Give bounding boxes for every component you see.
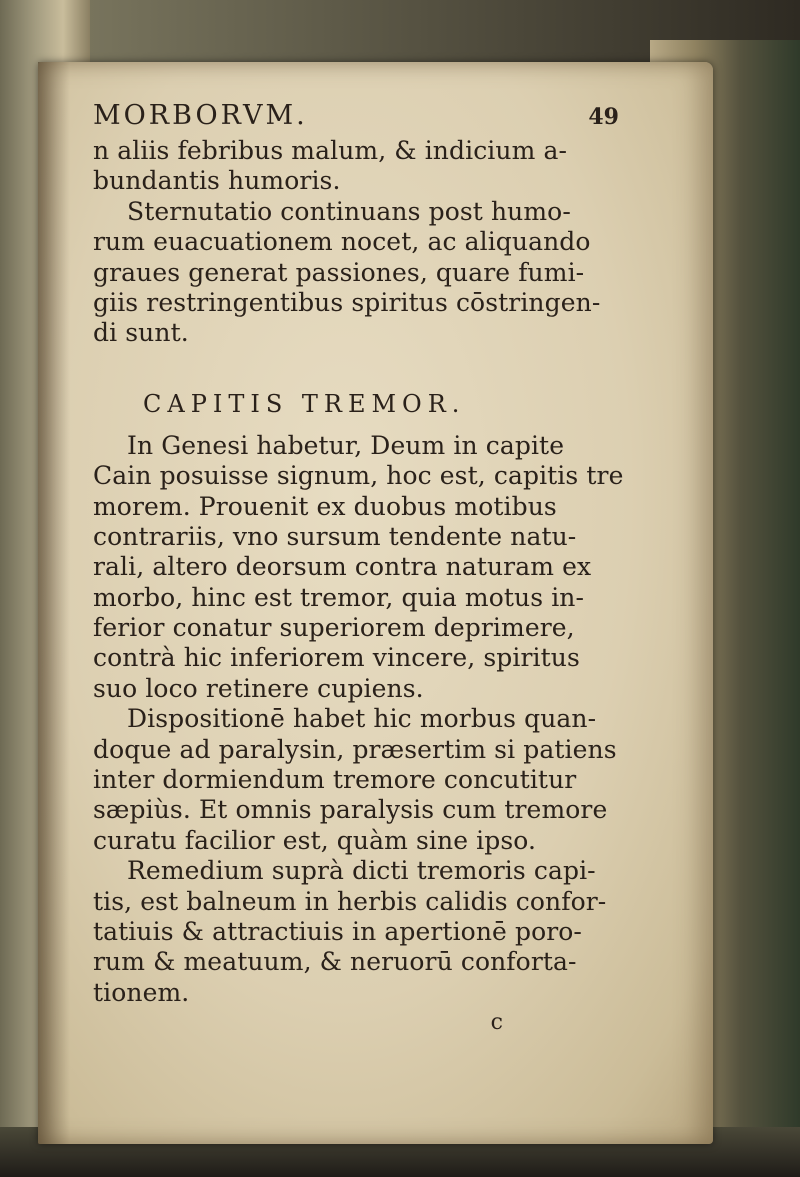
text-line: rali, altero deorsum contra naturam ex bbox=[93, 552, 592, 582]
text-line: inter dormiendum tremore concutitur bbox=[93, 765, 577, 795]
text-line: di sunt. bbox=[93, 318, 189, 348]
text-line: graues generat passiones, quare fumi- bbox=[93, 257, 585, 287]
paragraph-2 bbox=[93, 430, 624, 705]
text-line: ferior conatur superiorem deprimere, bbox=[93, 613, 575, 643]
page-header bbox=[93, 100, 619, 136]
catchword: c bbox=[490, 1010, 503, 1036]
text-line: curatu facilior est, quàm sine ipso. bbox=[93, 825, 537, 855]
text-line: morbo, hinc est tremor, quia motus in- bbox=[93, 582, 585, 612]
text-line: doque ad paralysin, præsertim si patiens bbox=[93, 734, 617, 764]
text-line: tis, est balneum in herbis calidis confor- bbox=[93, 886, 607, 916]
text-line: rum & meatuum, & neruorū conforta- bbox=[93, 947, 577, 977]
paragraph-3 bbox=[93, 704, 617, 856]
text-line: morem. Prouenit ex duobus motibus bbox=[93, 491, 557, 521]
paragraph-4 bbox=[93, 856, 613, 1008]
paragraph-1 bbox=[93, 136, 613, 349]
text-line: giis restringentibus spiritus cōstringen- bbox=[93, 287, 601, 317]
text-line: contrà hic inferiorem vincere, spiritus bbox=[93, 643, 580, 673]
page-text bbox=[93, 100, 624, 1038]
text-line: Remedium suprà dicti tremoris capi- bbox=[127, 856, 596, 886]
text-line: Sternutatio continuans post humo- bbox=[127, 196, 571, 226]
page-gutter-shadow bbox=[38, 62, 70, 1144]
text-line: suo loco retinere cupiens. bbox=[93, 673, 424, 703]
text-line: tionem. bbox=[93, 977, 190, 1007]
page-number: 49 bbox=[588, 104, 619, 130]
running-head: MORBORVM. bbox=[93, 100, 308, 131]
text-line: bundantis humoris. bbox=[93, 166, 341, 196]
text-line: In Genesi habetur, Deum in capite bbox=[127, 430, 565, 460]
text-line: n aliis febribus malum, & indicium a- bbox=[93, 136, 567, 165]
text-line: sæpiùs. Et omnis paralysis cum tremore bbox=[93, 795, 608, 825]
text-line: contrariis, vno sursum tendente natu- bbox=[93, 521, 577, 551]
text-line: tatiuis & attractiuis in apertionē poro- bbox=[93, 916, 582, 946]
text-line: Dispositionē habet hic morbus quan- bbox=[127, 704, 597, 734]
text-line: rum euacuationem nocet, ac aliquando bbox=[93, 227, 591, 257]
section-heading: CAPITIS TREMOR. bbox=[143, 389, 466, 418]
text-line: Cain posuisse signum, hoc est, capitis tre bbox=[93, 461, 624, 491]
